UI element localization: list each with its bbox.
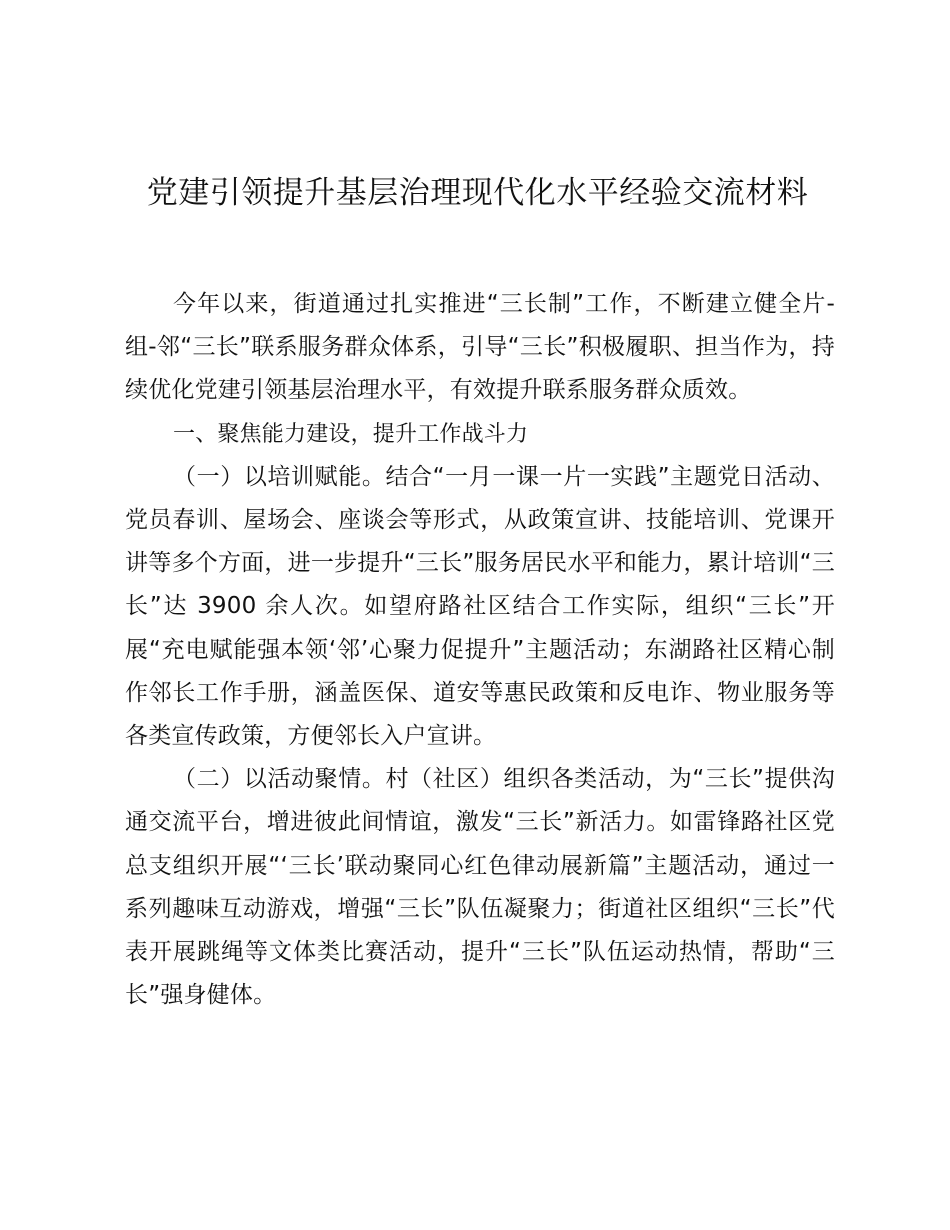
intro-paragraph: 今年以来，街道通过扎实推进“三长制”工作，不断建立健全片-组-邻“三长”联系服务群众体系，引导“三长”积极履职、担当作为，持续优化党建引领基层治理水平，有效提升联系服务群众质效。 [125, 291, 835, 404]
section-heading-1: 一、聚焦能力建设，提升工作战斗力 [173, 421, 529, 447]
subsection-paragraph-training: （一）以培训赋能。结合“一月一课一片一实践”主题党日活动、党员春训、屋场会、座谈会等形式，从政策宣讲、技能培训、党课开讲等多个方面，进一步提升“三长”服务居民水平和能力，累计培训“三长”达 3900 余人次。如望府路社区结合工作实际，组织“三长”开展“充电赋能强本领‘邻’心聚力促提升”主题活动；东湖路社区精心制作邻长工作手册，涵盖医保、道安等惠民政策和反电诈、物业服务等各类宣传政策，方便邻长入户宣讲。 [125, 463, 835, 750]
subsection-paragraph-activities: （二）以活动聚情。村（社区）组织各类活动，为“三长”提供沟通交流平台，增进彼此间情谊，激发“三长”新活力。如雷锋路社区党总支组织开展“‘三长’联动聚同心红色律动展新篇”主题活动，通过一系列趣味互动游戏，增强“三长”队伍凝聚力；街道社区组织“三长”代表开展跳绳等文体类比赛活动，提升“三长”队伍运动热情，帮助“三长”强身健体。 [125, 766, 835, 1009]
document-title: 党建引领提升基层治理现代化水平经验交流材料 [146, 175, 809, 211]
document-body [125, 283, 835, 1017]
